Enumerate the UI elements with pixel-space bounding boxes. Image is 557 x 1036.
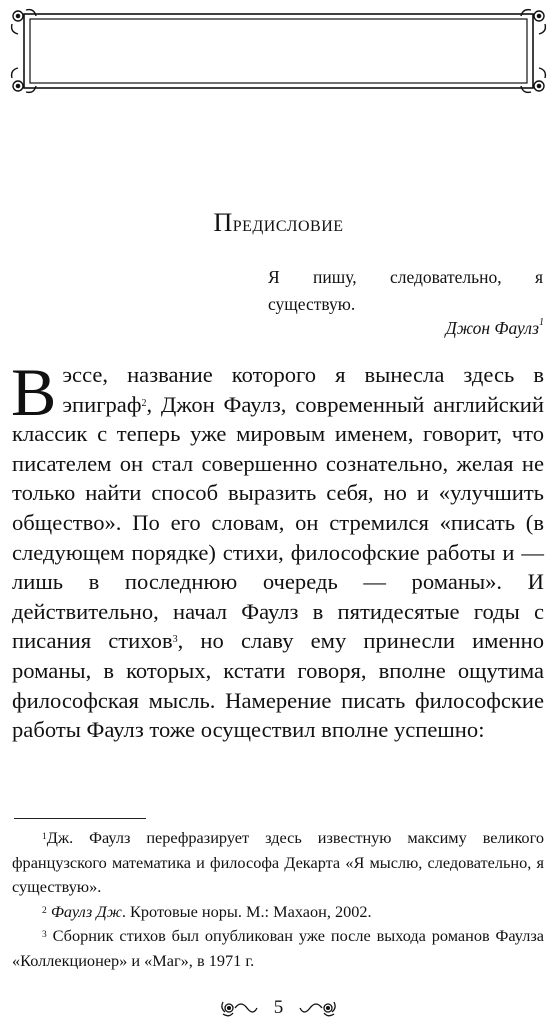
body-segment: , но славу ему принесли именно романы, в которых, кстати говоря, вполне ощутима философская мысль. Намерение писать философские работы Фаулз тоже осуществил вполне успешно: <box>12 628 544 743</box>
decorative-header-frame <box>10 8 547 94</box>
drop-cap: В <box>11 354 57 430</box>
footnote <box>12 900 544 925</box>
body-paragraph <box>11 354 544 745</box>
body-segment: эссе, название которого я вынесла здесь в эпиграф <box>62 362 544 417</box>
page-number: 5 <box>273 996 284 1018</box>
footnote-ref: 3 <box>172 634 178 646</box>
footnote-italic: Фаулз Дж <box>50 901 122 921</box>
body-segment: , Джон Фаулз, современный английский классик с теперь уже мировым именем, говорит, что писателем он стал совершенно сознательно, желая не только найти способ выразить себя, но и «улучшить общество». По его словам, он стремился «писать (в следующем порядке) стихи, философские работы и — лишь в последнюю очередь — романы». И действительно, начал Фаулз в пятидесятые годы с писания стихов <box>12 391 544 654</box>
left-ornament-icon <box>219 998 259 1018</box>
epigraph-author-name: Джон Фаулз <box>445 318 539 338</box>
footnote-number: 1 <box>42 832 47 842</box>
footnote-text: . Кротовые норы. М.: Махаон, 2002. <box>121 901 372 921</box>
footnote-ref: 1 <box>539 317 544 328</box>
epigraph-text: Я пишу, следовательно, я существую. <box>268 267 543 314</box>
footnote <box>12 924 544 973</box>
footnotes <box>12 826 544 973</box>
footnote-text: Дж. Фаулз перефразирует здесь известную максиму великого французского математика и философа Декарта «Я мыслю, следовательно, я существую». <box>12 828 544 896</box>
footnote-text: Сборник стихов был опубликован уже после выхода романов Фаулза «Коллекционер» и «Маг», в 1971 г. <box>12 926 544 970</box>
footnote-number: 2 <box>42 905 47 916</box>
page-footer <box>0 996 557 1019</box>
footnote-separator <box>14 818 146 819</box>
footnote-ref: 2 <box>141 397 147 409</box>
epigraph-author <box>260 318 544 339</box>
chapter-title <box>0 208 557 238</box>
footnote <box>12 826 544 900</box>
chapter-title-initial: П <box>213 208 233 237</box>
right-ornament-icon <box>298 998 338 1018</box>
chapter-title-rest: редисловие <box>232 211 344 236</box>
footnote-number: 3 <box>42 930 47 940</box>
